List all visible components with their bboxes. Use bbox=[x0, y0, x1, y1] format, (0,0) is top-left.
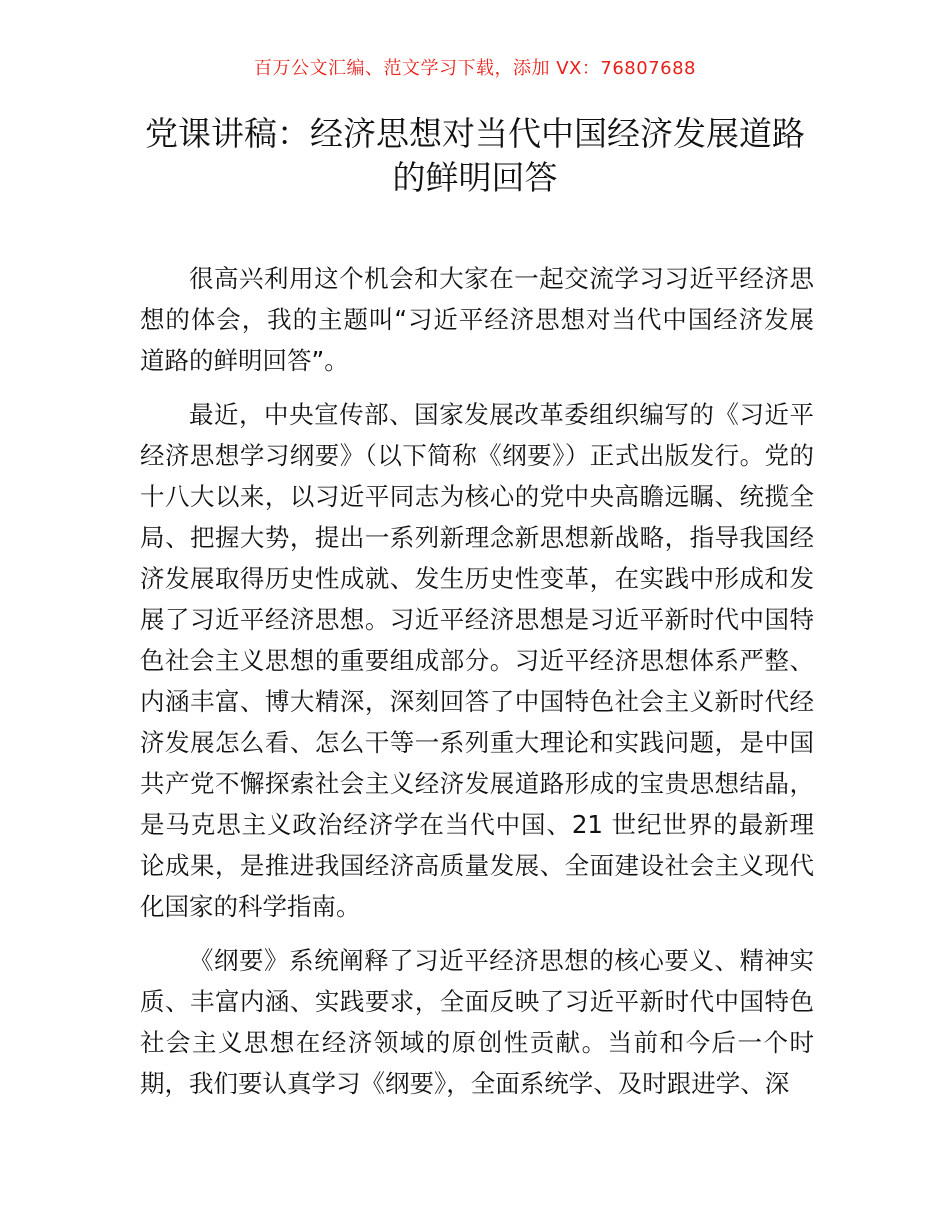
page-title: 党课讲稿：经济思想对当代中国经济发展道路的鲜明回答 bbox=[145, 114, 805, 197]
paragraph-background: 最近，中央宣传部、国家发展改革委组织编写的《习近平经济思想学习纲要》（以下简称《纲要》）正式出版发行。党的十八大以来，以习近平同志为核心的党中央高瞻远瞩、统揽全局、把握大势，提出一系列新理念新思想新战略，指导我国经济发展取得历史性成就、发生历史性变革，在实践中形成和发展了习近平经济思想。习近平经济思想是习近平新时代中国特色社会主义思想的重要组成部分。习近平经济思想体系严整、内涵丰富、博大精深，深刻回答了中国特色社会主义新时代经济发展怎么看、怎么干等一系列重大理论和实践问题，是中国共产党不懈探索社会主义经济发展道路形成的宝贵思想结晶，是马克思主义政治经济学在当代中国、21 世纪世界的最新理论成果，是推进我国经济高质量发展、全面建设社会主义现代化国家的科学指南。 bbox=[140, 400, 814, 921]
paragraph-intro: 很高兴利用这个机会和大家在一起交流学习习近平经济思想的体会，我的主题叫“习近平经济思想对当代中国经济发展道路的鲜明回答”。 bbox=[140, 264, 814, 375]
watermark-header: 百万公文汇编、范文学习下载，添加 VX：76807688 bbox=[254, 58, 696, 79]
paragraph-outline: 《纲要》系统阐释了习近平经济思想的核心要义、精神实质、丰富内涵、实践要求，全面反映了习近平新时代中国特色社会主义思想在经济领域的原创性贡献。当前和今后一个时期，我们要认真学习《纲要》，全面系统学、及时跟进学、深 bbox=[140, 946, 814, 1098]
document-body bbox=[140, 258, 814, 1117]
